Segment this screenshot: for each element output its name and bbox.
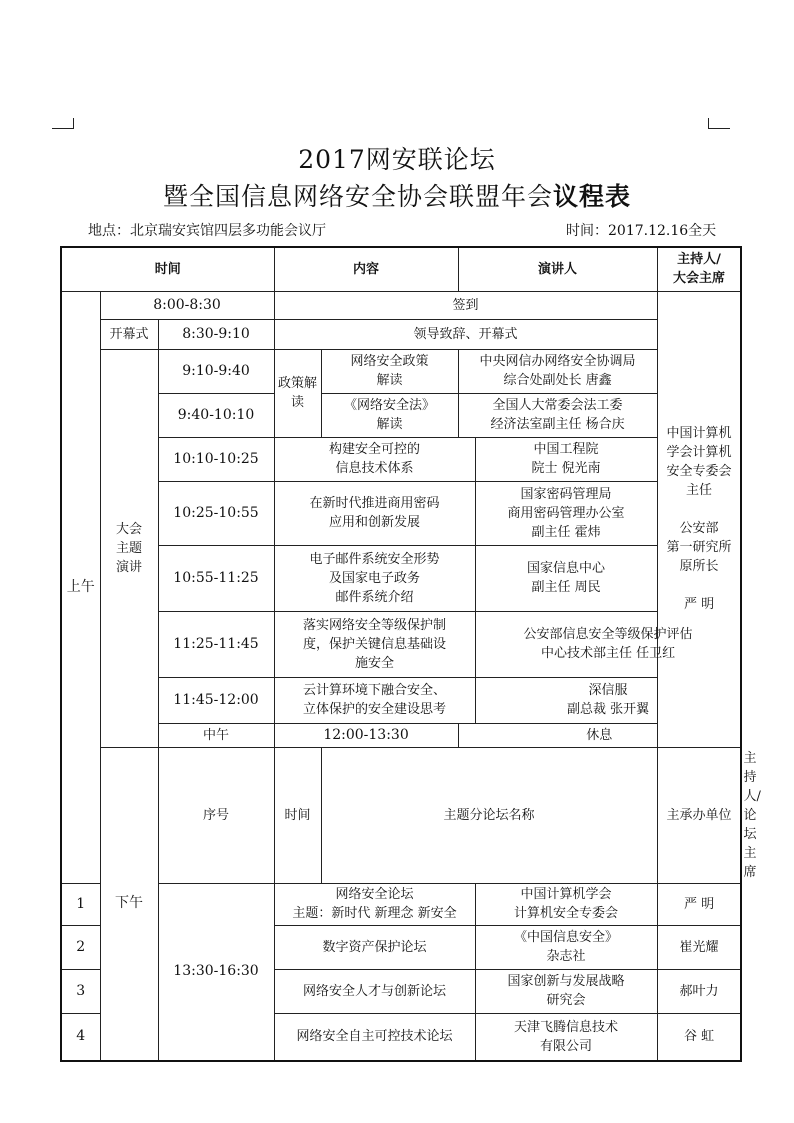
noon-label: 中午: [158, 723, 274, 747]
header-content: 内容: [274, 247, 458, 291]
time-text: 时间：2017.12.16全天: [566, 223, 717, 239]
morning-label: 上午: [61, 291, 100, 883]
table-header-row: [61, 247, 741, 291]
doc-title: 2017网安联论坛: [298, 145, 496, 174]
forum-org: 天津飞腾信息技术 有限公司: [475, 1013, 657, 1061]
noon-content: 休息: [458, 723, 741, 747]
header-time: 时间: [61, 247, 274, 291]
forum-host: 严 明: [657, 883, 741, 925]
header-forum-name: 主题分论坛名称: [321, 747, 657, 883]
noon-time: 12:00-13:30: [274, 723, 458, 747]
talk-time: 11:45-12:00: [158, 677, 274, 723]
subtitle-emphasis: 议程表: [553, 182, 632, 211]
morning-hosts: 中国计算机 学会计算机 安全专委会 主任 公安部 第一研究所 原所长 严 明: [657, 291, 741, 747]
talk-time: 10:25-10:55: [158, 481, 274, 545]
table-row: [61, 291, 741, 319]
opening-content: 领导致辞、开幕式: [274, 319, 657, 349]
header-num: 序号: [158, 747, 274, 883]
opening-label: 开幕式: [100, 319, 158, 349]
forum-org: 国家创新与发展战略 研究会: [475, 969, 657, 1013]
forum-org: 中国计算机学会 计算机安全专委会: [475, 883, 657, 925]
forum-num: 4: [61, 1013, 100, 1061]
forum-name: 数字资产保护论坛: [274, 925, 475, 969]
talk-time: 9:40-10:10: [158, 393, 274, 437]
talk-speaker: 中国工程院 院士 倪光南: [475, 437, 657, 481]
forum-num: 3: [61, 969, 100, 1013]
talk-speaker: 国家密码管理局 商用密码管理办公室 副主任 霍炜: [475, 481, 657, 545]
talk-content: 云计算环境下融合安全、 立体保护的安全建设思考: [274, 677, 475, 723]
table-row: [61, 723, 741, 747]
policy-label: 政策解 读: [274, 349, 321, 437]
forum-name: 网络安全自主可控技术论坛: [274, 1013, 475, 1061]
forum-org: 《中国信息安全》 杂志社: [475, 925, 657, 969]
afternoon-header-row: 下午 序号 时间 主题分论坛名称 主承办单位 主持人/ 论坛主席: [61, 747, 741, 883]
signin-time: 8:00-8:30: [100, 291, 274, 319]
doc-subtitle: [0, 177, 794, 213]
opening-time: 8:30-9:10: [158, 319, 274, 349]
table-row: [61, 883, 741, 925]
talk-content: 构建安全可控的 信息技术体系: [274, 437, 475, 481]
subtitle-main: 暨全国信息网络安全协会联盟年会: [162, 182, 553, 211]
header-forum-time: 时间: [274, 747, 321, 883]
talk-speaker: 深信服 副总裁 张开翼: [475, 677, 741, 723]
forum-time: 13:30-16:30: [158, 883, 274, 1061]
keynote-label: 大会 主题 演讲: [100, 349, 158, 747]
header-speaker: 演讲人: [458, 247, 657, 291]
table-row: [61, 437, 741, 481]
talk-speaker: 全国人大常委会法工委 经济法室副主任 杨合庆: [458, 393, 657, 437]
talk-time: 9:10-9:40: [158, 349, 274, 393]
table-row: [61, 319, 741, 349]
table-row: [61, 393, 741, 437]
agenda-table: [60, 246, 761, 1062]
table-row: [61, 349, 741, 393]
crop-mark-right: [708, 118, 730, 129]
talk-speaker: 公安部信息安全等级保护评估 中心技术部主任 任卫红: [475, 611, 741, 677]
table-row: [61, 677, 741, 723]
table-row: [61, 481, 741, 545]
talk-content: 落实网络安全等级保护制 度，保护关键信息基础设 施安全: [274, 611, 475, 677]
forum-host: 谷 虹: [657, 1013, 741, 1061]
talk-content: 网络安全政策 解读: [321, 349, 458, 393]
talk-content: 在新时代推进商用密码 应用和创新发展: [274, 481, 475, 545]
talk-speaker: 中央网信办网络安全协调局 综合处副处长 唐鑫: [458, 349, 657, 393]
forum-num: 2: [61, 925, 100, 969]
location-text: 地点：北京瑞安宾馆四层多功能会议厅: [88, 223, 326, 239]
forum-name: 网络安全人才与创新论坛: [274, 969, 475, 1013]
forum-name: 网络安全论坛 主题：新时代 新理念 新安全: [274, 883, 475, 925]
talk-time: 10:55-11:25: [158, 545, 274, 611]
header-org: 主承办单位: [657, 747, 741, 883]
forum-host: 崔光耀: [657, 925, 741, 969]
talk-time: 11:25-11:45: [158, 611, 274, 677]
header-host: 主持人/ 大会主席: [657, 247, 741, 291]
talk-content: 电子邮件系统安全形势 及国家电子政务 邮件系统介绍: [274, 545, 475, 611]
talk-content: 《网络安全法》 解读: [321, 393, 458, 437]
talk-speaker: 国家信息中心 副主任 周民: [475, 545, 657, 611]
afternoon-label: 下午: [100, 747, 158, 1061]
forum-host: 郝叶力: [657, 969, 741, 1013]
signin-content: 签到: [274, 291, 657, 319]
crop-mark-left: [52, 118, 74, 129]
table-row: [61, 545, 741, 611]
table-row: [61, 611, 741, 677]
forum-num: 1: [61, 883, 100, 925]
talk-time: 10:10-10:25: [158, 437, 274, 481]
